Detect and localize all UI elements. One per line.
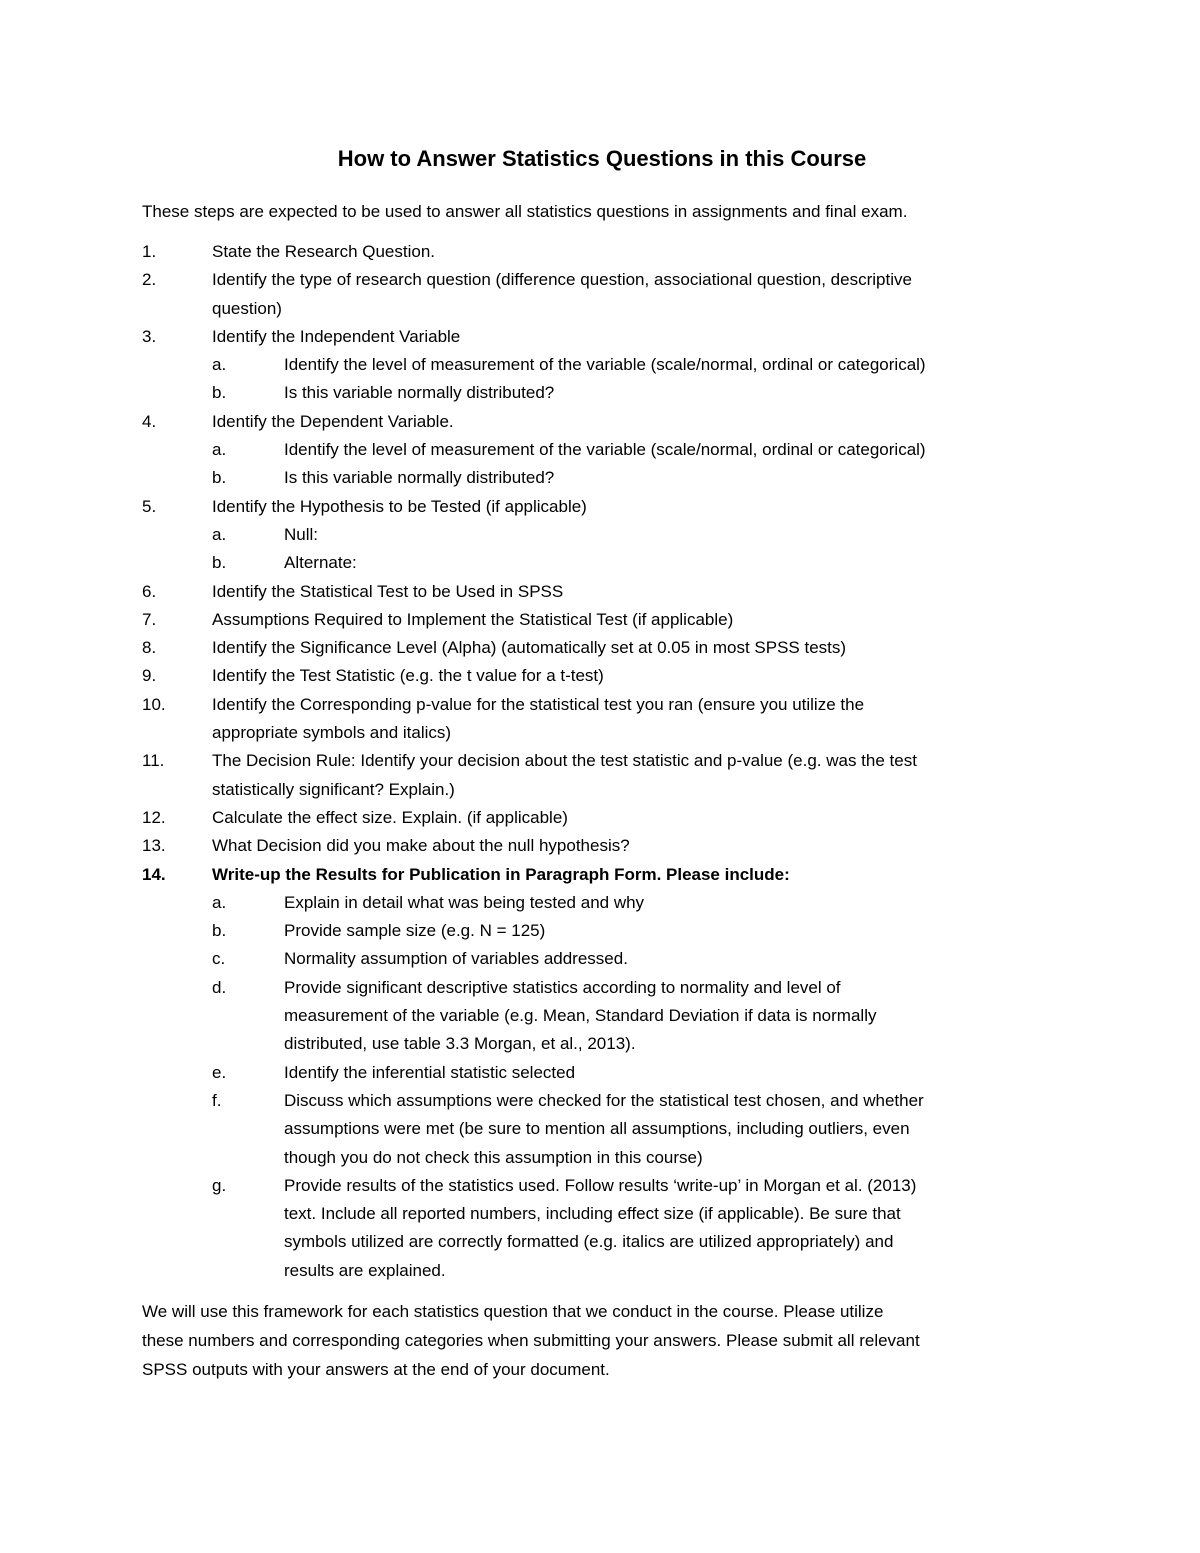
step-text	[212, 578, 1062, 606]
step-text-line: The Decision Rule: Identify your decision about the test statistic and p-value (e.g. was the test	[212, 751, 917, 771]
sub-item	[212, 945, 1062, 973]
step-text-line: Calculate the effect size. Explain. (if applicable)	[212, 807, 568, 827]
step-item	[142, 493, 1062, 578]
sub-item	[212, 379, 1062, 407]
sub-letter: a.	[212, 355, 227, 375]
step-number: 10.	[142, 694, 166, 714]
sub-list	[142, 889, 1062, 1285]
step-item	[142, 578, 1062, 606]
step-item	[142, 804, 1062, 832]
sub-text	[284, 549, 1062, 577]
step-text-line: Identify the Dependent Variable.	[212, 411, 454, 431]
sub-text-line: text. Include all reported numbers, including effect size (if applicable). Be sure that	[284, 1204, 901, 1224]
sub-text-line: Null:	[284, 524, 319, 544]
sub-item	[212, 436, 1062, 464]
sub-list	[142, 436, 1062, 493]
sub-text	[284, 464, 1062, 492]
sub-text-line: Alternate:	[284, 553, 357, 573]
step-text	[212, 861, 1062, 889]
step-number: 12.	[142, 807, 166, 827]
sub-letter: f.	[212, 1090, 222, 1110]
closing-paragraph	[142, 1297, 1062, 1384]
step-number: 7.	[142, 609, 157, 629]
sub-text	[284, 379, 1062, 407]
step-number: 1.	[142, 242, 157, 261]
step-number: 9.	[142, 666, 157, 686]
sub-item	[212, 351, 1062, 379]
sub-text-line: Explain in detail what was being tested and why	[284, 892, 645, 912]
step-number: 4.	[142, 411, 157, 431]
step-text	[212, 691, 1062, 748]
sub-text	[284, 917, 1062, 945]
sub-text-line: results are explained.	[284, 1260, 446, 1280]
step-item	[142, 238, 1062, 266]
step-text-line: State the Research Question.	[212, 242, 436, 261]
sub-text-line: Identify the level of measurement of the variable (scale/normal, ordinal or categorical)	[284, 440, 926, 460]
step-item	[142, 691, 1062, 748]
sub-letter: g.	[212, 1175, 227, 1195]
step-item	[142, 266, 1062, 323]
step-text	[212, 323, 1062, 351]
step-text-line: Identify the Corresponding p-value for the statistical test you ran (ensure you utilize the	[212, 694, 865, 714]
document-title: How to Answer Statistics Questions in this Course	[337, 146, 867, 171]
sub-item	[212, 1087, 1062, 1172]
sub-letter: a.	[212, 440, 227, 460]
step-text-line: Identify the Significance Level (Alpha) (automatically set at 0.05 in most SPSS tests)	[212, 638, 847, 658]
sub-text	[284, 1059, 1062, 1087]
step-text	[212, 266, 1062, 323]
step-text	[212, 493, 1062, 521]
step-number: 11.	[142, 751, 165, 771]
step-item	[142, 606, 1062, 634]
sub-text-line: Identify the inferential statistic selected	[284, 1062, 576, 1082]
sub-item	[212, 889, 1062, 917]
closing-line: SPSS outputs with your answers at the end of your document.	[142, 1359, 610, 1379]
step-text	[212, 238, 1062, 266]
step-text-line: question)	[212, 298, 282, 318]
step-number: 8.	[142, 638, 157, 658]
step-text-line: Identify the Independent Variable	[212, 326, 461, 346]
step-text-line: appropriate symbols and italics)	[212, 723, 452, 743]
sub-letter: e.	[212, 1062, 227, 1082]
sub-text-line: Normality assumption of variables addressed.	[284, 949, 628, 969]
sub-letter: a.	[212, 892, 227, 912]
sub-text-line: Is this variable normally distributed?	[284, 383, 555, 403]
sub-text	[284, 351, 1062, 379]
step-text	[212, 634, 1062, 662]
sub-text-line: assumptions were met (be sure to mention all assumptions, including outliers, even	[284, 1119, 910, 1139]
sub-text-line: Identify the level of measurement of the variable (scale/normal, ordinal or categorical)	[284, 355, 926, 375]
step-text	[212, 832, 1062, 860]
sub-text-line: Is this variable normally distributed?	[284, 468, 555, 488]
sub-item	[212, 521, 1062, 549]
step-item	[142, 861, 1062, 1285]
sub-text-line: symbols utilized are correctly formatted (e.g. italics are utilized appropriately) and	[284, 1232, 894, 1252]
sub-text	[284, 521, 1062, 549]
sub-text	[284, 1172, 1062, 1285]
step-item	[142, 323, 1062, 408]
sub-letter: b.	[212, 468, 227, 488]
step-text	[212, 804, 1062, 832]
step-item	[142, 832, 1062, 860]
step-item	[142, 747, 1062, 804]
step-text-line: Identify the Hypothesis to be Tested (if applicable)	[212, 496, 587, 516]
sub-text	[284, 889, 1062, 917]
step-item	[142, 408, 1062, 493]
sub-text-line: Provide results of the statistics used. Follow results ‘write-up’ in Morgan et al. (2013)	[284, 1175, 917, 1195]
sub-text	[284, 945, 1062, 973]
closing-line: We will use this framework for each statistics question that we conduct in the course. Please utilize	[142, 1301, 884, 1321]
sub-letter: a.	[212, 524, 227, 544]
sub-text-line: measurement of the variable (e.g. Mean, Standard Deviation if data is normally	[284, 1006, 877, 1026]
step-text-line: Write-up the Results for Publication in Paragraph Form. Please include:	[212, 864, 790, 884]
step-text	[212, 606, 1062, 634]
sub-text-line: Provide significant descriptive statistics according to normality and level of	[284, 977, 841, 997]
sub-letter: d.	[212, 977, 227, 997]
step-number: 13.	[142, 836, 166, 856]
sub-text	[284, 1087, 1062, 1172]
sub-text	[284, 436, 1062, 464]
step-text-line: statistically significant? Explain.)	[212, 779, 455, 799]
sub-letter: b.	[212, 921, 227, 941]
steps-list	[142, 238, 1062, 1285]
step-text	[212, 408, 1062, 436]
step-number: 2.	[142, 270, 157, 290]
step-number: 3.	[142, 326, 157, 346]
step-text-line: Identify the type of research question (difference question, associational question, descriptive	[212, 270, 912, 290]
step-text-line: Assumptions Required to Implement the Statistical Test (if applicable)	[212, 609, 734, 629]
sub-text-line: though you do not check this assumption in this course)	[284, 1147, 703, 1167]
step-number: 6.	[142, 581, 157, 601]
sub-text-line: Provide sample size (e.g. N = 125)	[284, 921, 546, 941]
sub-list	[142, 521, 1062, 578]
step-number: 14.	[142, 864, 166, 884]
sub-letter: b.	[212, 553, 227, 573]
sub-item	[212, 549, 1062, 577]
step-number: 5.	[142, 496, 157, 516]
sub-item	[212, 464, 1062, 492]
sub-item	[212, 1059, 1062, 1087]
document-page	[142, 142, 1062, 1384]
intro-paragraph: These steps are expected to be used to answer all statistics questions in assignments and final exam.	[142, 202, 908, 221]
step-item	[142, 634, 1062, 662]
sub-item	[212, 1172, 1062, 1285]
step-item	[142, 662, 1062, 690]
sub-item	[212, 917, 1062, 945]
step-text-line: Identify the Test Statistic (e.g. the t value for a t-test)	[212, 666, 604, 686]
sub-text	[284, 974, 1062, 1059]
step-text	[212, 747, 1062, 804]
sub-item	[212, 974, 1062, 1059]
step-text-line: Identify the Statistical Test to be Used in SPSS	[212, 581, 564, 601]
sub-text-line: Discuss which assumptions were checked for the statistical test chosen, and whether	[284, 1090, 924, 1110]
sub-letter: b.	[212, 383, 227, 403]
sub-letter: c.	[212, 949, 226, 969]
step-text-line: What Decision did you make about the null hypothesis?	[212, 836, 630, 856]
step-text	[212, 662, 1062, 690]
sub-text-line: distributed, use table 3.3 Morgan, et al., 2013).	[284, 1034, 636, 1054]
closing-line: these numbers and corresponding categories when submitting your answers. Please submit all relevant	[142, 1330, 920, 1350]
sub-list	[142, 351, 1062, 408]
